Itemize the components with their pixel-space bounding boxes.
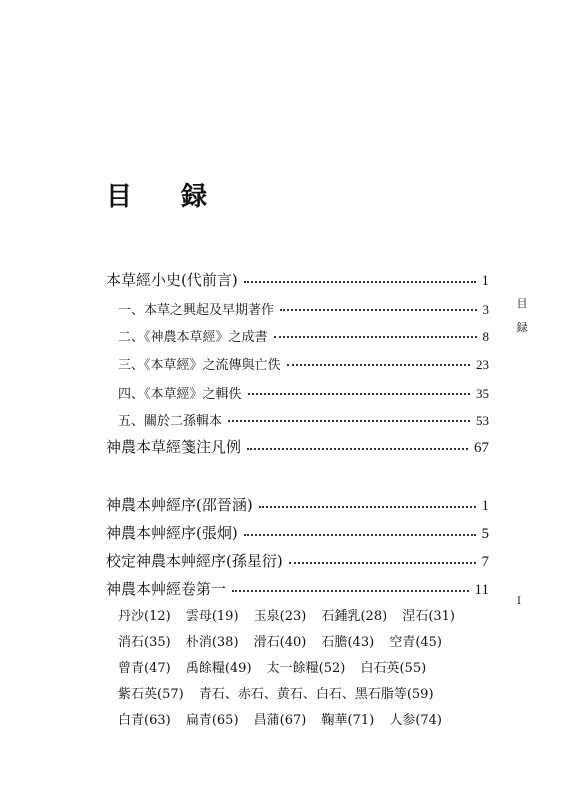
dot-leader [228,420,470,422]
dot-leader [244,281,476,283]
toc-item[interactable]: 雲母(19) [185,609,239,624]
running-head-char-1: 目 [516,297,528,310]
toc-item[interactable]: 空青(45) [389,635,442,650]
dot-leader [280,309,476,311]
toc-item[interactable]: 青石、赤石、黄石、白石、黑石脂等(59) [198,687,434,702]
page-title: 目 録 [106,182,228,212]
running-head [514,292,530,340]
toc-entry-page: 5 [481,526,489,542]
toc-entry[interactable] [106,519,489,543]
toc-entry-label: 神農本艸經序(張炯) [106,524,238,542]
toc-entry-page: 1 [481,498,489,514]
toc-item[interactable]: 滑石(40) [253,635,307,650]
toc-item[interactable]: 玉泉(23) [253,609,307,624]
toc-item[interactable]: 石鍾乳(28) [321,609,388,624]
toc-item[interactable]: 白青(63) [118,713,171,728]
toc-entry-page: 8 [482,329,489,344]
toc-item[interactable]: 扁青(65) [185,713,239,728]
toc-entry-page: 67 [474,440,489,456]
dot-leader [247,448,468,450]
toc-entry-label: 五、關於二孫輯本 [118,414,223,429]
toc-entry-page: 11 [474,582,489,598]
toc-item[interactable]: 丹沙(12) [118,609,171,624]
toc-entry-label: 三、《本草經》之流傳與亡佚 [118,358,281,373]
item-line [118,605,466,627]
toc-entry-page: 1 [481,273,489,289]
toc-item[interactable]: 白石英(55) [360,661,427,676]
toc-entry[interactable] [106,266,489,290]
toc-entry[interactable] [106,433,489,457]
toc-item[interactable]: 曾青(47) [118,661,171,676]
toc-item[interactable]: 人参(74) [389,713,442,728]
dot-leader [232,590,469,592]
toc-item[interactable]: 禹餘糧(49) [185,661,252,676]
toc-entry-page: 3 [482,302,489,317]
toc-item[interactable]: 石膽(43) [321,635,375,650]
dot-leader [248,393,470,395]
toc-item[interactable]: 太一餘糧(52) [266,661,346,676]
toc-item[interactable]: 紫石英(57) [118,687,184,702]
toc-item[interactable]: 昌蒲(67) [253,713,307,728]
toc-entry[interactable] [118,349,489,373]
dot-leader [274,336,477,338]
toc-entry-label: 神農本艸經卷第一 [106,580,227,598]
toc-entry-label: 校定神農本艸經序(孫星衍) [106,552,283,570]
toc-entry-page: 7 [481,554,489,570]
toc-entry[interactable] [106,547,489,571]
toc-entry[interactable] [106,491,489,515]
toc-entry-label: 神農本草經箋注凡例 [106,438,242,456]
item-line [118,657,437,679]
toc-entry-page: 23 [476,357,489,372]
toc-entry-label: 二、《神農本草經》之成書 [118,330,268,345]
toc-item[interactable]: 消石(35) [118,635,171,650]
item-line [118,709,453,731]
dot-leader [259,506,476,508]
toc-entry[interactable] [118,321,489,345]
toc-entry-label: 本草經小史(代前言) [106,271,238,289]
toc-entry-label: 一、本草之興起及早期著作 [118,303,275,318]
toc-entry-label: 四、《本草經》之輯佚 [118,387,242,402]
toc-item[interactable]: 鞠華(71) [321,713,375,728]
running-head-char-2: 録 [516,321,528,334]
dot-leader [289,562,476,564]
dot-leader [287,364,470,366]
toc-item[interactable]: 涅石(31) [402,609,455,624]
toc-entry-page: 53 [476,413,489,428]
toc-item[interactable]: 朴消(38) [185,635,239,650]
toc-entry-page: 35 [476,386,489,401]
item-line [118,631,453,653]
toc-entry-label: 神農本艸經序(邵晉涵) [106,496,253,514]
toc-entry[interactable] [118,405,489,429]
page-number: I [517,596,521,607]
toc-entry[interactable] [118,378,489,402]
item-line [118,683,445,705]
toc-entry[interactable] [106,575,489,599]
dot-leader [244,534,476,536]
toc-entry[interactable] [118,294,489,318]
